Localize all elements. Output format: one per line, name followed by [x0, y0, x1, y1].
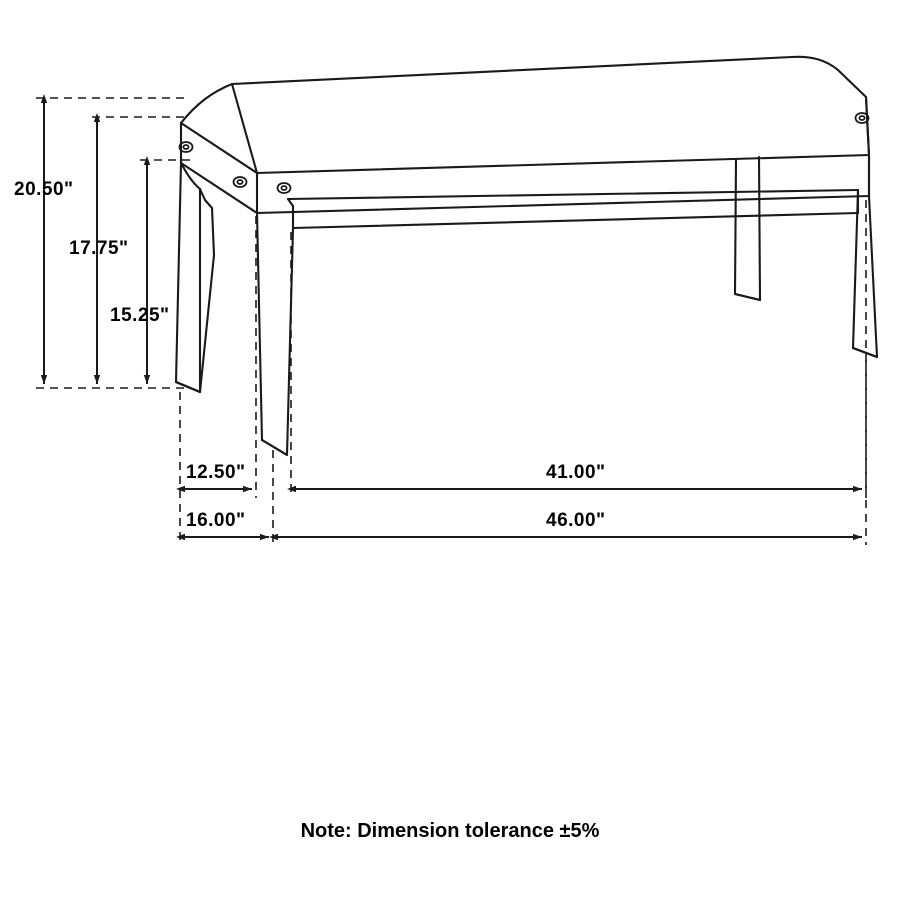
seat-top-back-edge — [181, 57, 866, 123]
leg-back-left-inner-edge — [200, 208, 214, 392]
seat-side-band — [181, 155, 869, 213]
dim-label-apron-height: 15.25" — [110, 305, 170, 326]
dim-label-depth-overall: 16.00" — [186, 510, 246, 531]
tolerance-note: Note: Dimension tolerance ±5% — [300, 820, 600, 842]
dim-label-overall-height: 20.50" — [14, 179, 74, 200]
boss-mid-left-inner — [237, 180, 242, 184]
boss-mid-left — [234, 177, 247, 187]
leg-front-left-foot — [262, 440, 287, 455]
leg-front-right-foot — [853, 348, 877, 357]
leg-back-left-inner — [200, 189, 212, 208]
fastener-bosses — [180, 113, 869, 193]
boss-front-left-inner — [281, 186, 286, 190]
leg-front-left — [257, 213, 293, 455]
boss-back-left-inner — [183, 145, 188, 149]
dim-label-depth-inner: 12.50" — [186, 462, 246, 483]
leg-front-right — [853, 190, 877, 357]
leg-back-left — [176, 163, 200, 392]
dim-label-width-overall: 46.00" — [546, 510, 606, 531]
dim-label-width-inner: 41.00" — [546, 462, 606, 483]
leg-back-left-foot — [176, 382, 200, 392]
dim-label-seat-height: 17.75" — [69, 238, 129, 259]
boss-right-inner — [859, 116, 864, 120]
leg-back-right-foot — [735, 294, 760, 300]
seat-right-edge — [866, 97, 869, 155]
bench-illustration — [176, 57, 877, 455]
seat-top-front-edge — [181, 97, 869, 173]
leg-back-right — [735, 157, 760, 300]
boss-front-left — [278, 183, 291, 193]
